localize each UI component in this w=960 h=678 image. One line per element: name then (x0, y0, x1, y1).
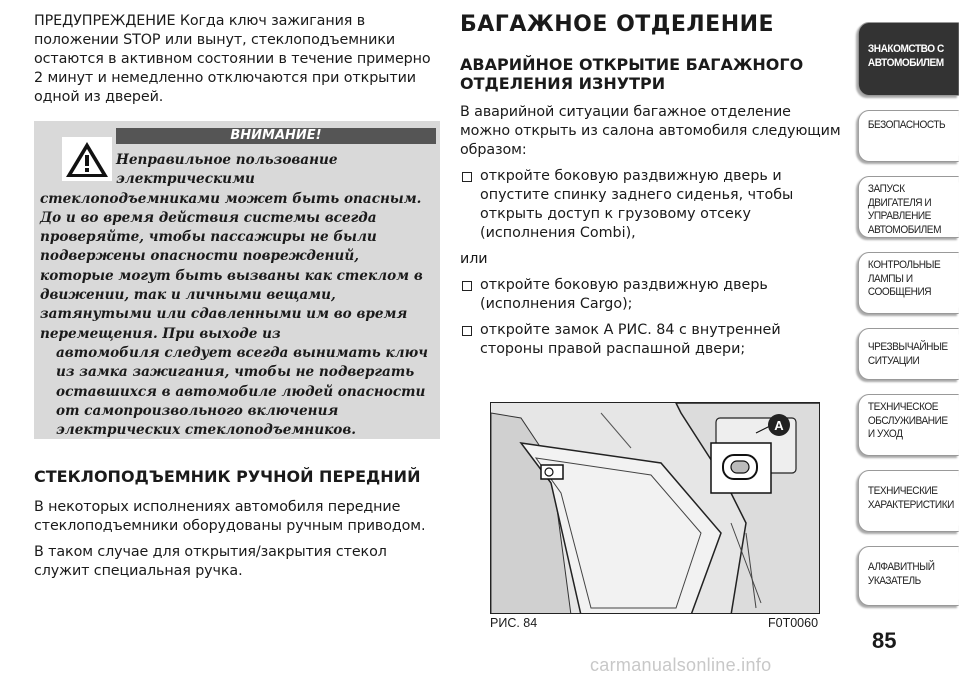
warning-line: стеклоподъемниками может быть опасным. До и во время действия системы всегда проверяйте, чтобы пассажиры не были подвержены опасности повреждений, которые могут быть вызваны как стеклом в движении, так и личными вещами, затянутыми или сдавленными им во время перемещения. При выходе из (40, 190, 423, 342)
checkbox-bullet-icon (462, 326, 472, 336)
emergency-opening-paragraph: В аварийной ситуации багажное отделение можно открыть из салона автомобиля следующим образом: (460, 104, 841, 158)
list-item-text: откройте боковую раздвижную дверь (исполнения Cargo); (480, 277, 768, 312)
section-title: БАГАЖНОЕ ОТДЕЛЕНИЕ (460, 12, 775, 37)
watermark: carmanualsonline.info (590, 655, 772, 675)
instruction-list (460, 167, 842, 243)
chapter-tabs (858, 22, 960, 620)
figure-caption: РИС. 84 (490, 616, 538, 630)
list-item (460, 167, 842, 243)
manual-window-paragraph-1: В некоторых исполнениях автомобиля передние стеклоподъемники оборудованы ручным приводом. (34, 499, 426, 534)
emergency-opening-heading: АВАРИЙНОЕ ОТКРЫТИЕ БАГАЖНОГО ОТДЕЛЕНИЯ ИЗНУТРИ (460, 55, 804, 93)
list-item-text: откройте замок A РИС. 84 с внутренней стороны правой распашной двери; (480, 322, 781, 357)
figure-code: F0T0060 (768, 616, 819, 630)
or-text: или (460, 251, 488, 267)
warning-box (34, 121, 440, 439)
checkbox-bullet-icon (462, 172, 472, 182)
list-item-text: откройте боковую раздвижную дверь и опустите спинку заднего сиденья, чтобы открыть доступ к грузовому отсеку (исполнения Combi), (480, 168, 794, 241)
list-item (460, 321, 842, 359)
door-interior-illustration (491, 403, 820, 614)
tab-index[interactable]: АЛФАВИТНЫЙ УКАЗАТЕЛЬ (858, 546, 959, 606)
tab-vehicle-overview[interactable]: ЗНАКОМСТВО С АВТОМОБИЛЕМ (858, 22, 959, 96)
door-lock-figure (490, 402, 820, 614)
warning-line: электрическими (116, 171, 255, 188)
manual-window-heading: СТЕКЛОПОДЪЕМНИК РУЧНОЙ ПЕРЕДНИЙ (34, 467, 421, 486)
warning-text (40, 151, 432, 440)
warning-line: Неправильное пользование (116, 152, 338, 168)
warning-heading: ВНИМАНИЕ! (116, 128, 436, 144)
callout-a-label: A (774, 418, 784, 433)
instruction-list (460, 276, 842, 359)
tab-safety[interactable]: БЕЗОПАСНОСТЬ (858, 110, 959, 162)
warning-line: автомобиля следует всегда вынимать ключ из замка зажигания, чтобы не подвергать оставшихся в автомобиле людей опасности от самопроизвольного включения электрических стеклоподъемников. (56, 344, 428, 439)
checkbox-bullet-icon (462, 281, 472, 291)
list-item (460, 276, 842, 314)
right-column (460, 12, 842, 366)
tab-warning-lights[interactable]: КОНТРОЛЬНЫЕ ЛАМПЫ И СООБЩЕНИЯ (858, 252, 959, 314)
manual-window-paragraph-2: В таком случае для открытия/закрытия стекол служит специальная ручка. (34, 544, 387, 579)
tab-starting-driving[interactable]: ЗАПУСК ДВИГАТЕЛЯ И УПРАВЛЕНИЕ АВТОМОБИЛЕМ (858, 176, 959, 238)
intro-paragraph: ПРЕДУПРЕЖДЕНИЕ Когда ключ зажигания в положении STOP или вынут, стеклоподъемники остаются в активном состоянии в течение примерно 2 минут и немедленно отключаются при открытии одной из дверей. (34, 13, 431, 105)
tab-maintenance[interactable]: ТЕХНИЧЕСКОЕ ОБСЛУЖИВАНИЕ И УХОД (858, 394, 959, 456)
page-number: 85 (872, 628, 897, 653)
tab-emergency[interactable]: ЧРЕЗВЫЧАЙНЫЕ СИТУАЦИИ (858, 328, 959, 380)
tab-specifications[interactable]: ТЕХНИЧЕСКИЕ ХАРАКТЕРИСТИКИ (858, 470, 959, 532)
left-column (34, 12, 440, 588)
